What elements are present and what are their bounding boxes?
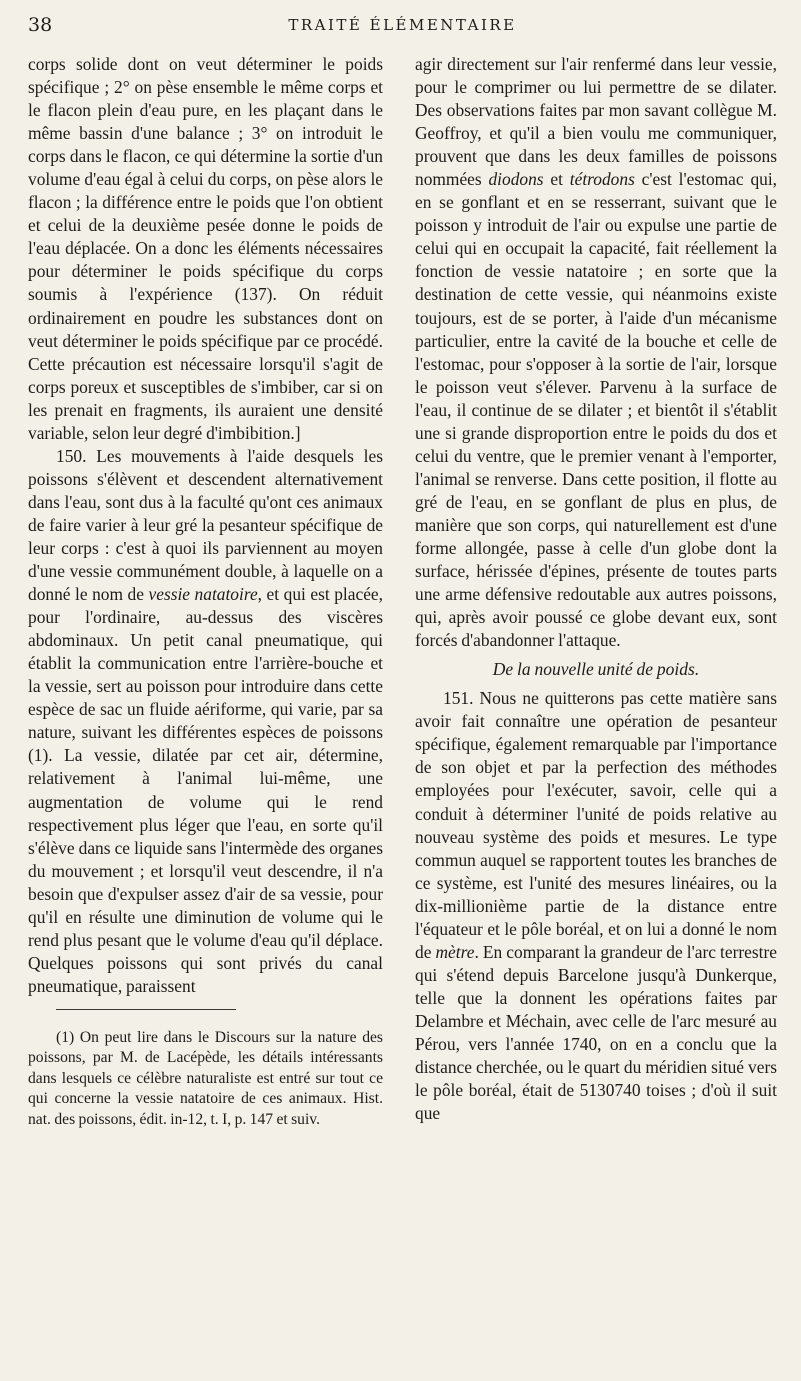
page-header xyxy=(28,14,777,40)
paragraph-right-end: c'est l'estomac qui, en se gonflant et en se resserrant, suivant que le poisson y introduit de l'air ou expulse une partie de celui qui en occupait la capacité, fait réellement la fonction de vessie natatoire ; en sorte que la destination de cette vessie, qui néanmoins existe toujours, est de se porter, à l'aide d'un mécanisme particulier, entre la cavité de la bouche et celle de l'estomac, pour s'opposer à la sortie de l'air, lorsque le poisson veut s'élever. Parvenu à la surface de l'eau, il continue de se dilater ; et bientôt il s'établit une si grande disproportion entre le poids du dos et celui du ventre, que le premier venant à l'emporter, l'animal se renverse. Dans cette position, il flotte au gré de l'eau, en se gonflant de plus en plus, de manière que son corps, qui naturellement est d'une forme allongée, passe à celle d'un globe dont la surface, hérissée d'épines, présente de toutes parts une arme défensive redoutable aux autres poissons, qui, après avoir poussé ce globe devant eux, sont forcés d'abandonner l'attaque. xyxy=(415,169,778,651)
paragraph-continued: corps solide dont on veut déterminer le poids spécifique ; 2° on pèse ensemble le même corps et le flacon plein d'eau pure, en les plaçant dans le même bassin d'une balance ; 3° on introduit le corps dans le flacon, ce qui détermine la sortie d'un volume d'eau égal à celui du corps, on pèse alors le flacon ; la différence entre le poids que l'on obtient et celui de la deuxième pesée donne le poids de l'eau déplacée. On a donc les éléments nécessaires pour déterminer le poids spécifique du corps soumis à l'expérience (137). On réduit ordinairement en poudre les substances dont on veut déterminer le poids spécifique par ce procédé. Cette précaution est nécessaire lorsqu'il s'agit de corps poreux et susceptibles de s'imbiber, car si on les prenait en fragments, ils auraient une densité variable, selon leur degré d'imbibition.] xyxy=(28,54,383,443)
paragraph-right-mid: et xyxy=(543,169,570,190)
footnote-rule xyxy=(56,1009,236,1010)
term-tetrodons: tétrodons xyxy=(569,169,635,190)
running-title: TRAITÉ ÉLÉMENTAIRE xyxy=(288,16,517,34)
term-metre: mètre xyxy=(435,941,475,962)
paragraph-151-start: 151. Nous ne quitterons pas cette matière sans avoir fait connaître une opération de pesanteur spécifique, également remarquable par l'importance de son objet et par la perfection des méthodes employées pour l'exécuter, savoir, celle qui a conduit à déterminer l'unité de poids relative au nouveau système des poids et mesures. Le type commun auquel se rapportent toutes les branches de ce système, est l'unité des mesures linéaires, ou la dix-millionième partie de la distance entre l'équateur et le pôle boréal, et on lui a donné le nom de xyxy=(415,688,777,962)
paragraph-continued-right xyxy=(415,53,777,652)
section-title: De la nouvelle unité de poids. xyxy=(492,659,700,680)
term-vessie-natatoire: vessie natatoire xyxy=(148,584,258,605)
paragraph-150-end: , et qui est placée, pour l'ordinaire, au-dessus des viscères abdominaux. Un petit canal pneumatique, qui établit la communication entre l'arrière-bouche et la vessie, sert au poisson pour introduire dans cette espèce de sac un fluide aériforme, qui varie, par sa nature, suivant les différentes espèces de poissons (1). La vessie, dilatée par cet air, détermine, relativement à l'animal lui-même, une augmentation de volume qui le rend respectivement plus léger que l'eau, en sorte qu'il s'élève dans ce liquide sans l'intermède des organes du mouvement ; et lorsqu'il veut descendre, il n'a besoin que d'expulser assez d'air de sa vessie, pour qu'il en résulte une diminution de volume qui le rend plus pesant que le volume d'eau qu'il déplace. Quelques poissons qui sont privés du canal pneumatique, paraissent xyxy=(28,584,383,996)
paragraph-151-end: . En comparant la grandeur de l'arc terrestre qui s'étend depuis Barcelone jusqu'à Dunkerque, telle que la donnent les opérations faites par Delambre et Méchain, avec celle de l'arc mesuré au Pérou, vers l'année 1740, on en a conclu que la distance cherchée, ou le quart du méridien situé vers le pôle boréal, était de 5130740 toises ; d'où il suit que xyxy=(415,941,777,1124)
paragraph-150 xyxy=(28,445,383,998)
left-column xyxy=(28,53,383,1130)
right-column xyxy=(415,53,777,1125)
paragraph-right-start: agir directement sur l'air renfermé dans leur vessie, pour le comprimer ou lui permettre de se dilater. Des observations faites par mon savant collègue M. Geoffroy, et qu'il a bien voulu me communiquer, prouvent que dans les deux familles de poissons nommées xyxy=(415,54,777,190)
paragraph-150-start: 150. Les mouvements à l'aide desquels les poissons s'élèvent et descendent alternativement dans l'eau, sont dus à la faculté qu'ont ces animaux de faire varier à leur gré la pesanteur spécifique de leur corps : c'est à quoi ils parviennent au moyen d'une vessie communément double, à laquelle on a donné le nom de xyxy=(28,445,383,605)
footnote-1: (1) On peut lire dans le Discours sur la nature des poissons, par M. de Lacépède, les détails intéressants dans lesquels ce célèbre naturaliste est entré sur tout ce qui concerne la vessie natatoire de ces animaux. Hist. nat. des poissons, édit. in-12, t. I, p. 147 et suiv. xyxy=(28,1028,383,1128)
page-number: 38 xyxy=(28,14,53,36)
paragraph-151 xyxy=(415,687,777,1125)
term-diodons: diodons xyxy=(488,169,544,190)
